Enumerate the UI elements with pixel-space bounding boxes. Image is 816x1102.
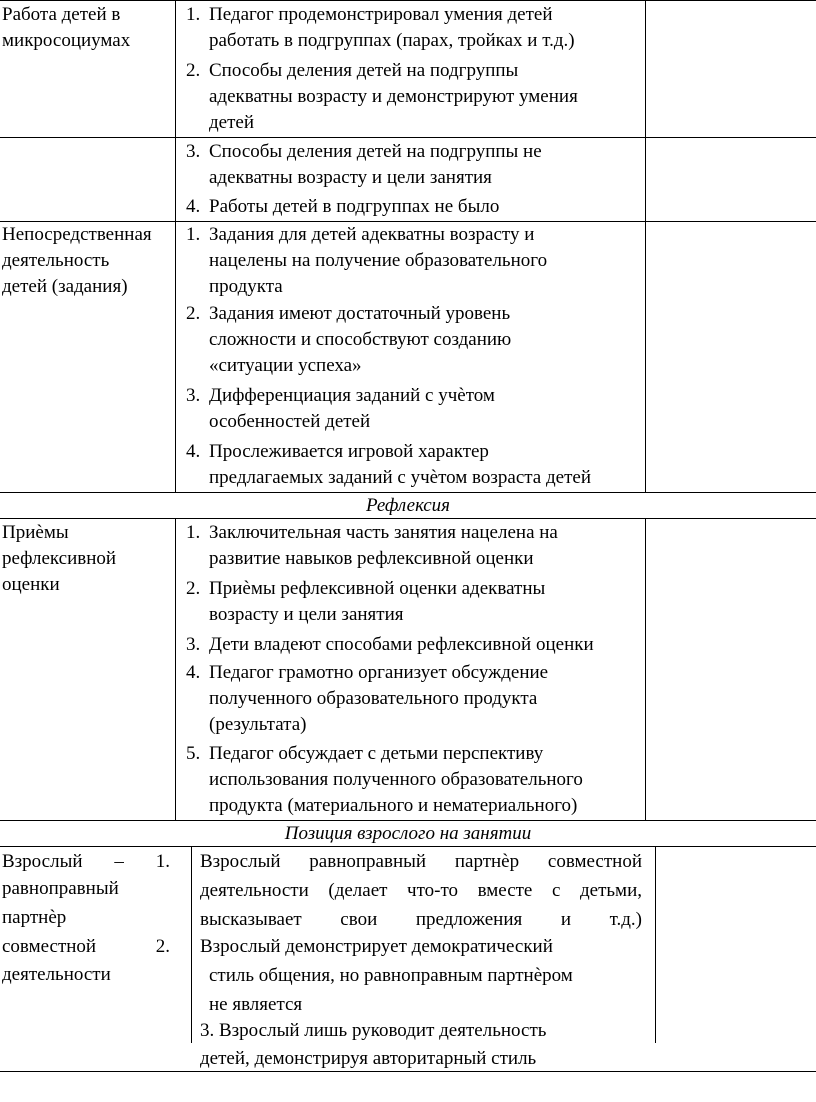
item-number: 2. [186,303,201,324]
item-number: 2. [186,578,201,599]
list-item [209,194,499,220]
label-word: 1. [155,851,170,872]
item-line: Заключительная часть занятия нацелена на [209,522,558,543]
item-line: детей [209,112,255,133]
col-divider [175,518,176,820]
row5-label-line: равноправный [2,878,119,899]
item-number: 1. [186,4,201,25]
item-line: «ситуации успеха» [209,355,362,376]
col-divider [175,0,176,492]
list-item [200,1018,546,1072]
item-number: 4. [186,196,201,217]
label-line: деятельность [2,250,110,271]
item-number: 1. [186,224,201,245]
label-word: Взрослый [2,851,83,872]
item-line: Дети владеют способами рефлексивной оценки [209,634,594,655]
row5-label-line: деятельности [2,964,111,985]
item-line: детей, демонстрируя авторитарный стиль [200,1048,537,1069]
item-line: Прослеживается игровой характер [209,441,489,462]
item-line: Задания имеют достаточный уровень [209,303,511,324]
item-line: Работы детей в подгруппах не было [209,196,500,217]
list-item [209,222,547,300]
section-heading: Позиция взрослого на занятии [284,823,532,844]
col-divider [645,518,646,820]
list-item [200,849,642,933]
item-number: 4. [186,441,201,462]
row5-label-line [2,849,170,875]
row5-label-line: партнѐр [2,907,67,928]
item-line: полученного образовательного продукта [209,688,538,709]
list-item [209,660,548,738]
item-line: адекватны возрасту и демонстрируют умения [209,86,578,107]
item-line: возрасту и цели занятия [209,604,404,625]
item-number: 3. [186,634,201,655]
list-item [209,2,575,54]
item-line: нацелены на получение образовательного [209,250,548,271]
col-divider [645,0,646,492]
item-line: Взрослый демонстрирует демократический [200,936,553,957]
row3-label [2,222,152,300]
item-number: 3. [186,385,201,406]
item-line: стиль общения, но равноправным партнѐром [209,965,573,986]
label-word: 2. [155,936,170,957]
rule [0,0,816,1]
section-heading: Рефлексия [365,495,450,516]
item-line: Педагог грамотно организует обсуждение [209,662,549,683]
item-number: 2. [186,60,201,81]
item-line: деятельности (делает что-то вместе с детьми, [200,880,642,901]
label-line: рефлексивной [2,548,117,569]
label-line: детей (задания) [2,276,128,297]
item-line: использования полученного образовательного [209,769,583,790]
list-item [209,520,558,572]
item-line: особенностей детей [209,411,371,432]
list-item [209,741,583,819]
item-number: 4. [186,662,201,683]
label-word: совместной [2,936,97,957]
item-line: Задания для детей адекватны возрасту и [209,224,535,245]
list-item [200,934,573,1018]
row4-label [2,520,116,598]
label-line: микросоциумах [2,30,131,51]
list-item [209,301,511,379]
item-line: предлагаемых заданий с учѐтом возраста детей [209,467,591,488]
list-item [209,439,591,491]
col-divider [191,846,192,1043]
item-line: Приѐмы рефлексивной оценки адекватны [209,578,546,599]
item-line: Дифференциация заданий с учѐтом [209,385,495,406]
list-item [209,576,545,628]
item-number: 1. [186,522,201,543]
item-line: Взрослый равноправный партнѐр совместной [200,851,642,872]
item-line: развитие навыков рефлексивной оценки [209,548,534,569]
label-line: Работа детей в [2,4,121,25]
list-item [209,58,578,136]
list-item [209,139,542,191]
label-line: оценки [2,574,60,595]
item-number: 3. [186,141,201,162]
item-line: 3. Взрослый лишь руководит деятельность [200,1020,547,1041]
item-number: 5. [186,743,201,764]
item-line: продукта (материального и нематериального) [209,795,578,816]
item-line: Педагог продемонстрировал умения детей [209,4,553,25]
row5-label-line [2,934,170,960]
label-line: Приѐмы [2,522,69,543]
list-item [209,383,495,435]
label-line: Непосредственная [2,224,152,245]
label-word: – [114,851,124,872]
item-line: работать в подгруппах (парах, тройках и т.д.) [209,30,575,51]
item-line: продукта [209,276,283,297]
item-line: высказывает свои предложения и т.д.) [200,909,642,930]
col-divider [655,846,656,1043]
item-line: не является [209,994,303,1015]
row1-label [2,2,130,54]
item-line: сложности и способствуют созданию [209,329,512,350]
item-line: Способы деления детей на подгруппы [209,60,519,81]
item-line: (результата) [209,714,307,735]
item-line: Способы деления детей на подгруппы не [209,141,542,162]
rule [0,137,816,138]
item-line: адекватны возрасту и цели занятия [209,167,492,188]
item-line: Педагог обсуждает с детьми перспективу [209,743,544,764]
list-item [209,632,594,658]
